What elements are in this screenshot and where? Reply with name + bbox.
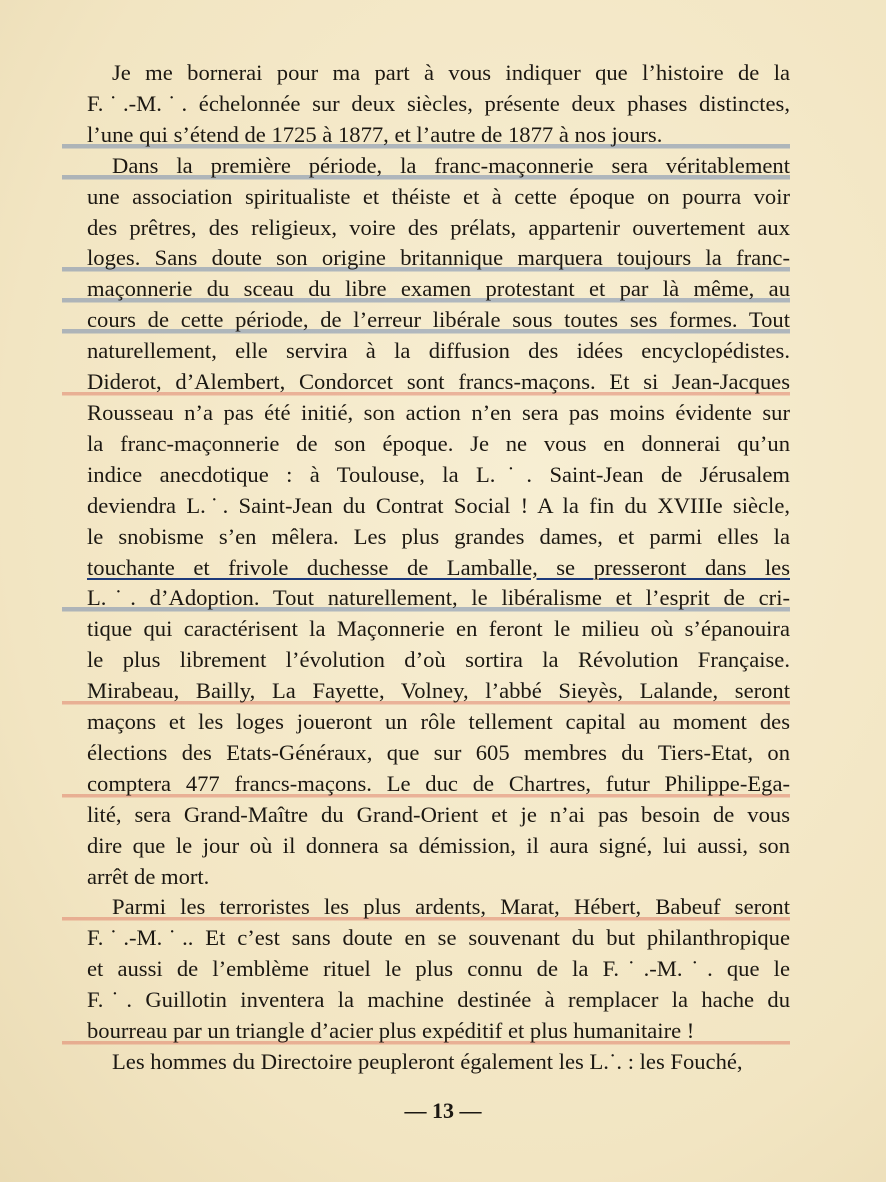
text-line: F.˙.-M.˙.. Et c’est sans doute en se souvenant du but philanthropique bbox=[87, 925, 790, 951]
text-line: le plus librement l’évolution d’où sortira la Révolution Française. bbox=[87, 647, 790, 673]
text-line: bourreau par un triangle d’acier plus expéditif et plus humanitaire ! bbox=[62, 1016, 790, 1047]
text-line: Dans la première période, la franc-maçonnerie sera véritablement bbox=[62, 151, 790, 182]
text-line: cours de cette période, de l’erreur libérale sous toutes ses formes. Tout bbox=[62, 305, 790, 336]
text-line: Rousseau n’a pas été initié, son action n’en sera pas moins évidente sur bbox=[87, 399, 790, 425]
text-line: F.˙. Guillotin inventera la machine destinée à remplacer la hache du bbox=[87, 987, 790, 1013]
text-line: dire que le jour où il donnera sa démission, il aura signé, lui aussi, son bbox=[87, 832, 790, 858]
text-line: loges. Sans doute son origine britannique marquera toujours la franc- bbox=[62, 243, 790, 274]
page-number: — 13 — bbox=[404, 1098, 482, 1123]
text-line: l’une qui s’étend de 1725 à 1877, et l’autre de 1877 à nos jours. bbox=[62, 120, 790, 151]
text-line: Les hommes du Directoire peupleront également les L.˙. : les Fouché, bbox=[112, 1049, 743, 1074]
text-line: indice anecdotique : à Toulouse, la L.˙. Saint-Jean de Jérusalem bbox=[87, 461, 790, 487]
text-line: F.˙.-M.˙. échelonnée sur deux siècles, présente deux phases distinctes, bbox=[87, 90, 790, 116]
text-line: Je me bornerai pour ma part à vous indiquer que l’histoire de la bbox=[112, 60, 790, 85]
text-line: la franc-maçonnerie de son époque. Je ne vous en donnerai qu’un bbox=[87, 430, 790, 456]
text-line: deviendra L.˙. Saint-Jean du Contrat Social ! A la fin du XVIIIe siècle, bbox=[87, 492, 790, 518]
text-line: Parmi les terroristes les plus ardents, Marat, Hébert, Babeuf seront bbox=[62, 892, 790, 923]
text-line: arrêt de mort. bbox=[87, 863, 210, 889]
text-line: le snobisme s’en mêlera. Les plus grandes dames, et parmi elles la bbox=[87, 523, 790, 549]
text-line: maçonnerie du sceau du libre examen protestant et par là même, au bbox=[62, 274, 790, 305]
paragraph-2 bbox=[62, 151, 790, 893]
text-line: naturellement, elle servira à la diffusion des idées encyclopédistes. bbox=[87, 338, 790, 364]
text-line: élections des Etats-Généraux, que sur 605 membres du Tiers-Etat, on bbox=[87, 739, 790, 765]
text-line: des prêtres, des religieux, voire des prélats, appartenir ouvertement aux bbox=[87, 214, 790, 240]
text-line: une association spiritualiste et théiste et à cette époque on pourra voir bbox=[87, 183, 790, 209]
text-line: tique qui caractérisent la Maçonnerie en feront le milieu où s’épanouira bbox=[87, 616, 790, 642]
text-line: comptera 477 francs-maçons. Le duc de Chartres, futur Philippe-Ega- bbox=[62, 769, 790, 800]
text-line: maçons et les loges joueront un rôle tellement capital au moment des bbox=[87, 709, 790, 735]
text-line: L.˙. d’Adoption. Tout naturellement, le libéralisme et l’esprit de cri- bbox=[62, 583, 790, 614]
text-line: et aussi de l’emblème rituel le plus connu de la F.˙.-M.˙. que le bbox=[87, 956, 790, 982]
body-text bbox=[62, 58, 790, 1078]
paragraph-1 bbox=[62, 58, 790, 151]
paragraph-4 bbox=[62, 1047, 790, 1078]
text-line: Mirabeau, Bailly, La Fayette, Volney, l’abbé Sieyès, Lalande, seront bbox=[62, 676, 790, 707]
paragraph-3 bbox=[62, 892, 790, 1047]
text-line: lité, sera Grand-Maître du Grand-Orient et je n’ai pas besoin de vous bbox=[87, 801, 790, 827]
text-line: touchante et frivole duchesse de Lamballe, se presseront dans les bbox=[87, 554, 790, 580]
text-line: Diderot, d’Alembert, Condorcet sont francs-maçons. Et si Jean-Jacques bbox=[62, 367, 790, 398]
